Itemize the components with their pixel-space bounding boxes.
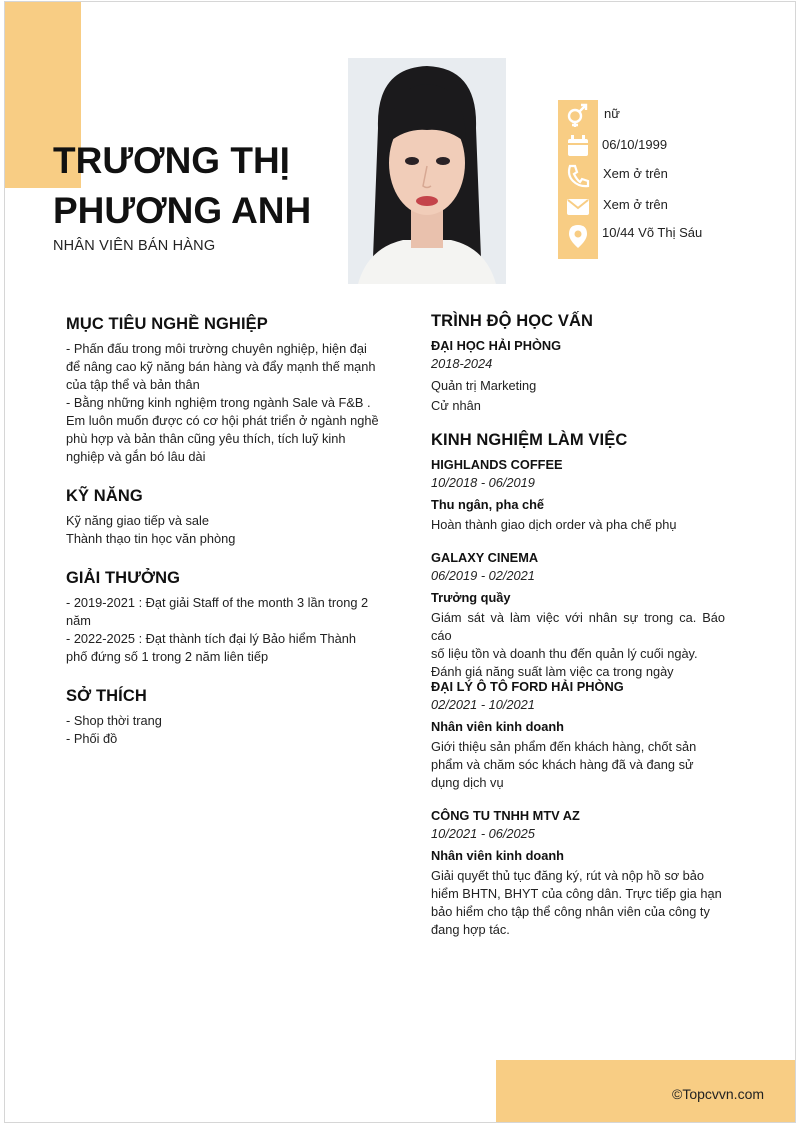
job-description-line: Giám sát và làm việc với nhân sự trong ca. Báo cáo xyxy=(431,610,725,643)
job-company: GALAXY CINEMA xyxy=(431,550,539,565)
name-line-2: PHƯƠNG ANH xyxy=(53,190,312,231)
job-description-line: dụng dịch vụ xyxy=(431,775,504,790)
email-value: Xem ở trên xyxy=(603,197,668,212)
name-line-1: TRƯƠNG THỊ xyxy=(53,140,290,181)
birthday-value: 06/10/1999 xyxy=(602,137,668,152)
job-description-line: đang hợp tác. xyxy=(431,922,510,937)
experience-title: KINH NGHIỆM LÀM VIỆC xyxy=(431,431,628,449)
gender-icon xyxy=(563,100,593,130)
job-period: 02/2021 - 10/2021 xyxy=(431,697,535,712)
skills-title: KỸ NĂNG xyxy=(66,487,143,505)
job-title: NHÂN VIÊN BÁN HÀNG xyxy=(53,238,216,254)
job-period: 10/2021 - 06/2025 xyxy=(431,826,535,841)
job-period: 10/2018 - 06/2019 xyxy=(431,475,535,490)
job-description-line: Hoàn thành giao dịch order và pha chế phụ xyxy=(431,517,677,532)
objective-line: nghiệp và gắn bó lâu dài xyxy=(66,449,206,464)
profile-photo xyxy=(348,58,506,284)
phone-icon xyxy=(563,161,593,191)
email-icon xyxy=(563,192,593,222)
job-description-line: hiểm BHTN, BHYT của công dân. Trực tiếp gia hạn xyxy=(431,886,722,901)
location-icon xyxy=(563,221,593,251)
job-company: ĐẠI LÝ Ô TÔ FORD HẢI PHÒNG xyxy=(431,679,624,694)
job-period: 06/2019 - 02/2021 xyxy=(431,568,535,583)
award-line: năm xyxy=(66,613,91,628)
phone-value: Xem ở trên xyxy=(603,166,668,181)
skill-item: Thành thạo tin học văn phòng xyxy=(66,531,236,546)
calendar-icon xyxy=(563,131,593,161)
objective-line: - Phấn đấu trong môi trường chuyên nghiệp, hiện đại xyxy=(66,341,367,356)
job-position: Thu ngân, pha chế xyxy=(431,497,545,512)
award-line: - 2019-2021 : Đạt giải Staff of the month 3 lần trong 2 xyxy=(66,595,369,610)
hobby-item: - Phối đồ xyxy=(66,731,118,746)
education-major: Quản trị Marketing xyxy=(431,378,537,393)
objective-text xyxy=(66,340,380,466)
skill-item: Kỹ năng giao tiếp và sale xyxy=(66,513,209,528)
candidate-name xyxy=(53,136,353,236)
job-company: HIGHLANDS COFFEE xyxy=(431,457,563,472)
job-description-line: số liệu tồn và doanh thu đến quản lý cuối ngày. xyxy=(431,646,698,661)
awards-title: GIẢI THƯỞNG xyxy=(66,569,181,587)
objective-line: Em luôn muốn được có cơ hội phát triển ở ngành nghề xyxy=(66,413,379,428)
objective-line: - Bằng những kinh nghiệm trong ngành Sale và F&B . xyxy=(66,395,371,410)
job-description-line: Giải quyết thủ tục đăng ký, rút và nộp hồ sơ bảo xyxy=(431,868,705,883)
job-description-line: Đánh giá năng suất làm việc ca trong ngày xyxy=(431,664,674,679)
job-description-line: bảo hiểm cho tập thể công nhân viên của công ty xyxy=(431,904,710,919)
objective-line: để nâng cao kỹ năng bán hàng và đẩy mạnh thế mạnh xyxy=(66,359,376,374)
education-title: TRÌNH ĐỘ HỌC VẤN xyxy=(431,312,594,330)
job-description-line: Giới thiệu sản phẩm đến khách hàng, chốt sản xyxy=(431,739,697,754)
award-line: - 2022-2025 : Đạt thành tích đại lý Bảo hiểm Thành xyxy=(66,631,357,646)
cv-page xyxy=(4,1,796,1123)
objective-line: của tập thể và bản thân xyxy=(66,377,200,392)
job-description-line: phẩm và chăm sóc khách hàng đã và đang sử xyxy=(431,757,694,772)
awards-text xyxy=(66,594,380,666)
education-period: 2018-2024 xyxy=(431,356,493,371)
footer-copyright[interactable]: ©Topcvvn.com xyxy=(672,1086,765,1102)
job-description xyxy=(431,867,725,939)
award-line: phố đứng số 1 trong 2 năm liên tiếp xyxy=(66,649,269,664)
hobby-item: - Shop thời trang xyxy=(66,713,162,728)
job-position: Nhân viên kinh doanh xyxy=(431,719,564,734)
job-position: Trưởng quầy xyxy=(431,590,511,605)
school-name: ĐẠI HỌC HẢI PHÒNG xyxy=(431,338,562,353)
gender-value: nữ xyxy=(604,106,620,121)
objective-line: phù hợp và bản thân cũng yêu thích, tích luỹ kinh xyxy=(66,431,346,446)
job-description xyxy=(431,609,725,681)
job-company: CÔNG TU TNHH MTV AZ xyxy=(431,808,580,823)
objective-title: MỤC TIÊU NGHỀ NGHIỆP xyxy=(66,315,268,333)
education-degree: Cử nhân xyxy=(431,398,481,413)
job-position: Nhân viên kinh doanh xyxy=(431,848,564,863)
hobbies-title: SỞ THÍCH xyxy=(66,687,147,705)
job-description xyxy=(431,738,725,792)
address-value: 10/44 Võ Thị Sáu xyxy=(602,225,703,240)
